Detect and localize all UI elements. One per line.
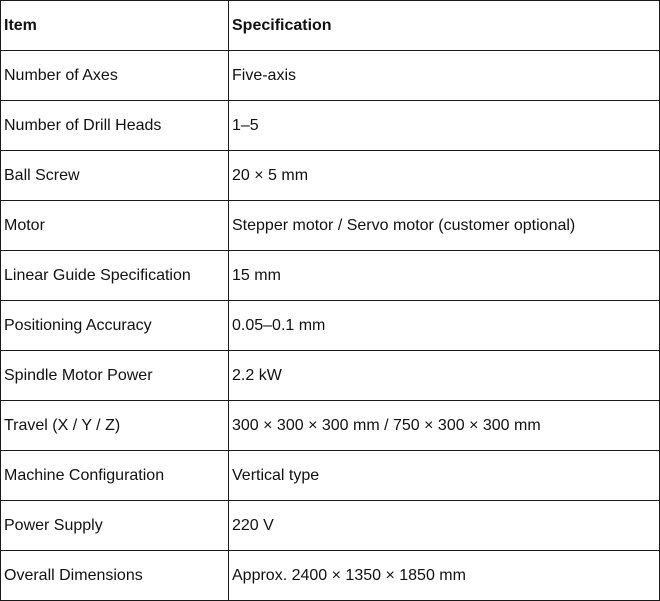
item-cell: Overall Dimensions bbox=[1, 551, 229, 601]
specification-cell: 2.2 kW bbox=[229, 351, 660, 401]
item-cell: Machine Configuration bbox=[1, 451, 229, 501]
specification-cell: 300 × 300 × 300 mm / 750 × 300 × 300 mm bbox=[229, 401, 660, 451]
specification-cell: Five-axis bbox=[229, 51, 660, 101]
specification-cell: Approx. 2400 × 1350 × 1850 mm bbox=[229, 551, 660, 601]
item-cell: Positioning Accuracy bbox=[1, 301, 229, 351]
specification-cell: 0.05–0.1 mm bbox=[229, 301, 660, 351]
specification-cell: 1–5 bbox=[229, 101, 660, 151]
item-cell: Motor bbox=[1, 201, 229, 251]
specification-cell: Stepper motor / Servo motor (customer optional) bbox=[229, 201, 660, 251]
item-cell: Spindle Motor Power bbox=[1, 351, 229, 401]
item-cell: Number of Drill Heads bbox=[1, 101, 229, 151]
specification-cell: 15 mm bbox=[229, 251, 660, 301]
table-row bbox=[1, 351, 660, 401]
header-specification: Specification bbox=[229, 1, 660, 51]
table-row bbox=[1, 101, 660, 151]
item-cell: Number of Axes bbox=[1, 51, 229, 101]
specification-cell: 20 × 5 mm bbox=[229, 151, 660, 201]
item-cell: Ball Screw bbox=[1, 151, 229, 201]
item-cell: Linear Guide Specification bbox=[1, 251, 229, 301]
table-row bbox=[1, 551, 660, 601]
table-row bbox=[1, 401, 660, 451]
table-row bbox=[1, 151, 660, 201]
table-row bbox=[1, 501, 660, 551]
item-cell: Travel (X / Y / Z) bbox=[1, 401, 229, 451]
table-row bbox=[1, 451, 660, 501]
table-row bbox=[1, 51, 660, 101]
table-header-row bbox=[1, 1, 660, 51]
item-cell: Power Supply bbox=[1, 501, 229, 551]
specification-cell: Vertical type bbox=[229, 451, 660, 501]
table-row bbox=[1, 201, 660, 251]
specification-cell: 220 V bbox=[229, 501, 660, 551]
header-item: Item bbox=[1, 1, 229, 51]
table-row bbox=[1, 251, 660, 301]
table-row bbox=[1, 301, 660, 351]
